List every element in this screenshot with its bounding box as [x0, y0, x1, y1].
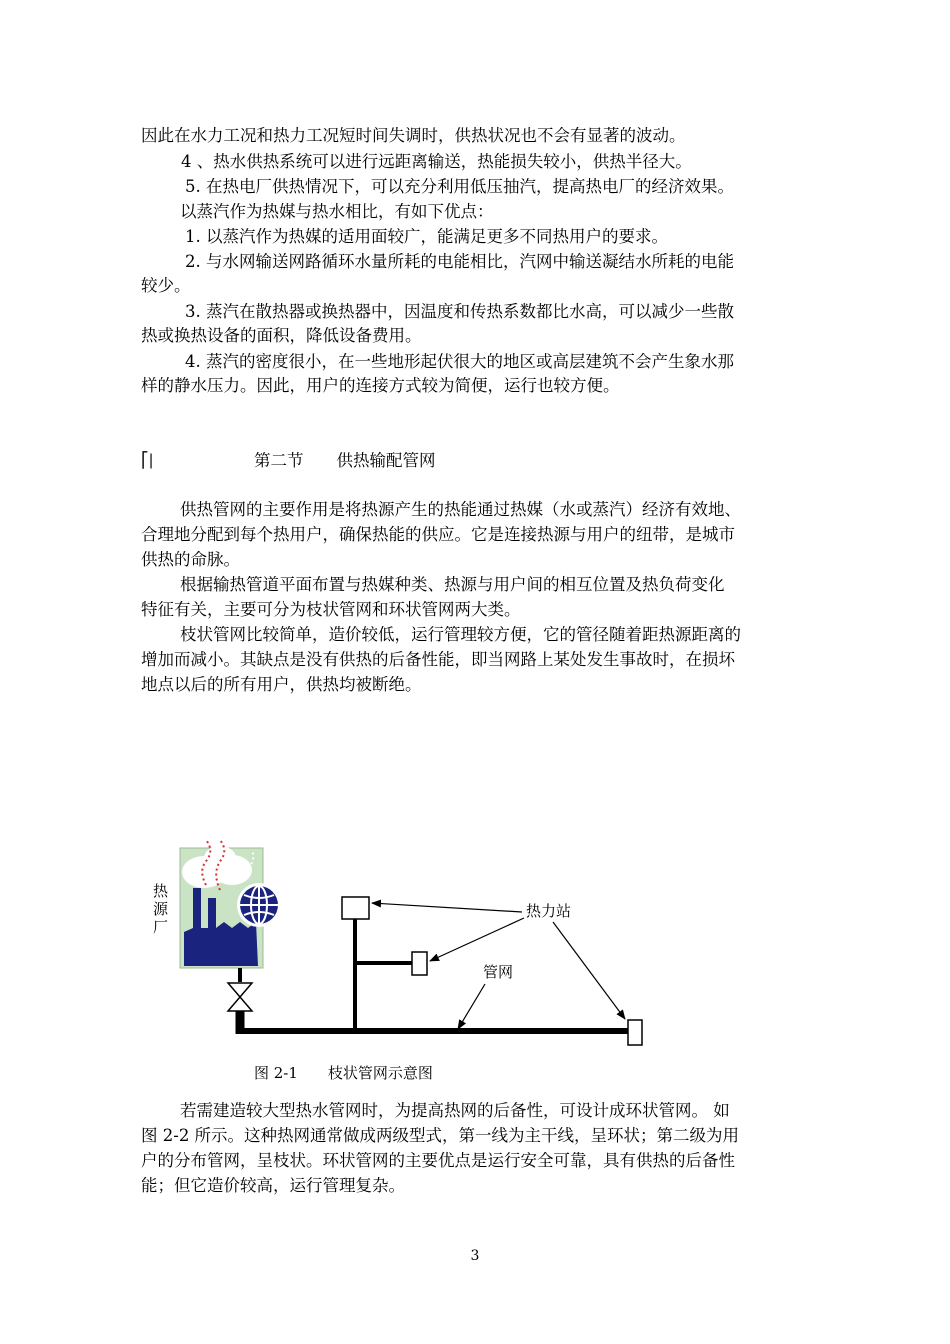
- text-line: 2. 与水网输送网路循环水量所耗的电能相比，汽网中输送凝结水所耗的电能: [185, 252, 734, 271]
- text-line: 4. 蒸汽的密度很小，在一些地形起伏很大的地区或高层建筑不会产生象水那: [185, 352, 734, 371]
- text-line: 供热管网的主要作用是将热源产生的热能通过热媒（水或蒸汽）经济有效地、: [180, 500, 741, 519]
- text-line: 1. 以蒸汽作为热媒的适用面较广，能满足更多不同热用户的要求。: [185, 227, 668, 246]
- valve-icon: [228, 968, 252, 1011]
- text-line: 合理地分配到每个热用户，确保热能的供应。它是连接热源与用户的纽带，是城市: [141, 525, 735, 544]
- text-line: 3. 蒸汽在散热器或换热器中，因温度和传热系数都比水高，可以减少一些散: [185, 302, 734, 321]
- pipe-network: [236, 918, 628, 1034]
- text-line: 供热的命脉。: [141, 550, 240, 569]
- globe-icon: [237, 883, 281, 927]
- text-line: 4 、热水供热系统可以进行远距离输送，热能损失较小，供热半径大。: [181, 152, 692, 171]
- text-line: 户的分布管网，呈枝状。环状管网的主要优点是运行安全可靠，具有供热的后备性: [141, 1151, 735, 1170]
- text-line: 地点以后的所有用户，供热均被断绝。: [141, 675, 422, 694]
- text-line: 样的静水压力。因此，用户的连接方式较为简便，运行也较方便。: [141, 376, 620, 395]
- section-title: 第二节 供热输配管网: [254, 451, 436, 470]
- text-line: 根据输热管道平面布置与热媒种类、热源与用户间的相互位置及热负荷变化: [180, 575, 725, 594]
- plant-label-char: 源: [153, 900, 169, 918]
- plant-label-char: 热: [153, 882, 169, 900]
- heat-station-box: [412, 952, 427, 975]
- figure-caption: 图 2-1 枝状管网示意图: [254, 1064, 433, 1082]
- text-line: 枝状管网比较简单，造价较低，运行管理较方便，它的管径随着距热源距离的: [180, 625, 741, 644]
- text-line: 热或换热设备的面积，降低设备费用。: [141, 326, 422, 345]
- heat-station-box: [342, 897, 369, 919]
- plant-label-char: 厂: [153, 918, 169, 936]
- text-line: 因此在水力工况和热力工况短时间失调时，供热状况也不会有显著的波动。: [141, 126, 686, 145]
- page-number: 3: [470, 1248, 480, 1264]
- text-line: 图 2-2 所示。这种热网通常做成两级型式，第一线为主干线，呈环状；第二级为用: [141, 1126, 740, 1145]
- network-label: 管网: [483, 963, 514, 981]
- text-line: 特征有关，主要可分为枝状管网和环状管网两大类。: [141, 600, 521, 619]
- text-line: 以蒸汽作为热媒与热水相比，有如下优点：: [180, 202, 494, 221]
- text-line: 较少。: [141, 276, 191, 295]
- text-line: 若需建造较大型热水管网时，为提高热网的后备性，可设计成环状管网。 如: [180, 1101, 730, 1120]
- heat-station-box: [628, 1020, 642, 1045]
- text-line: 能；但它造价较高，运行管理复杂。: [141, 1176, 405, 1195]
- text-line: 5. 在热电厂供热情况下，可以充分利用低压抽汽，提高热电厂的经济效果。: [185, 177, 734, 196]
- text-line: 增加而减小。其缺点是没有供热的后备性能，即当网路上某处发生事故时，在损坏: [141, 650, 735, 669]
- station-label: 热力站: [526, 902, 572, 920]
- section-marker: ⎡|: [141, 451, 154, 469]
